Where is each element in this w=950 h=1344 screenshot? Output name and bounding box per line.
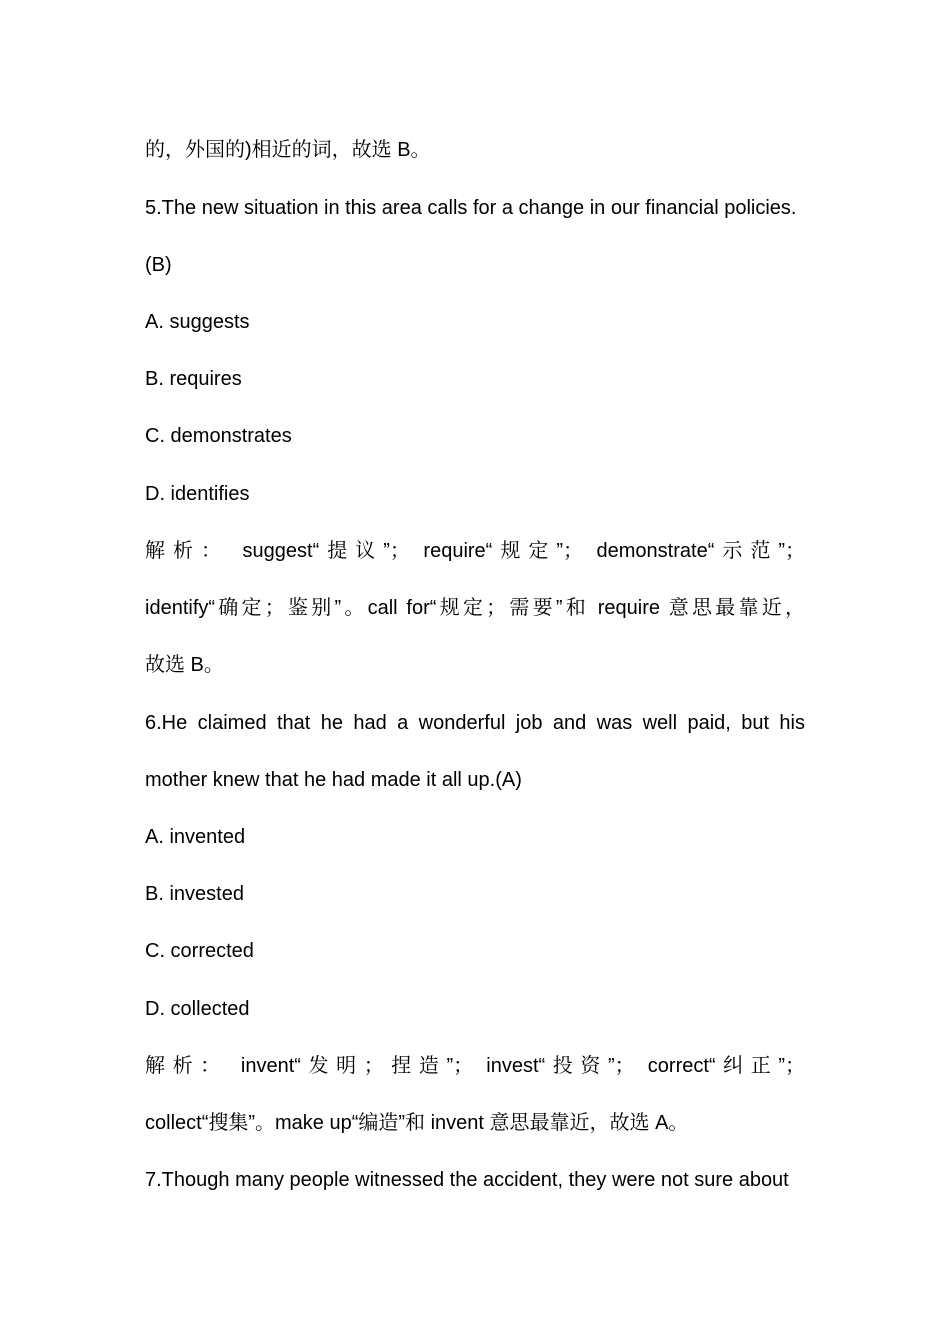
question-5-explanation-line-3: 故选 B。 [145,654,224,676]
question-6-text-line-2: mother knew that he had made it all up.(A) [145,769,522,791]
question-5-option-d: D. identifies [145,483,250,505]
question-5-explanation-line-1: 解析： suggest“提议”； require“规定”； demonstrate“示范”； [145,540,805,562]
question-5-text: 5.The new situation in this area calls for a change in our financial policies. [145,197,797,219]
question-5-option-c: C. demonstrates [145,425,292,447]
question-6-explanation-line-2: collect“搜集”。make up“编造”和 invent 意思最靠近，故选 A。 [145,1112,689,1134]
question-6-option-d: D. collected [145,998,250,1020]
question-5-explanation-line-2: identify“确定；鉴别”。call for“规定；需要”和 require 意思最靠近， [145,597,805,619]
question-5-answer: (B) [145,254,172,276]
question-6-explanation-line-1: 解析： invent“发明；捏造”； invest“投资”； correct“纠正”； [145,1055,805,1077]
question-6-option-a: A. invented [145,826,246,848]
question-5-option-a: A. suggests [145,311,250,333]
text-line-previous-explanation-end: 的，外国的)相近的词，故选 B。 [145,139,431,161]
question-5-option-b: B. requires [145,368,242,390]
question-6-option-b: B. invested [145,883,244,905]
question-6-text-line-1: 6.He claimed that he had a wonderful job and was well paid, but his [145,712,805,734]
question-7-text-line-1: 7.Though many people witnessed the accident, they were not sure about [145,1169,789,1191]
question-6-option-c: C. corrected [145,940,254,962]
